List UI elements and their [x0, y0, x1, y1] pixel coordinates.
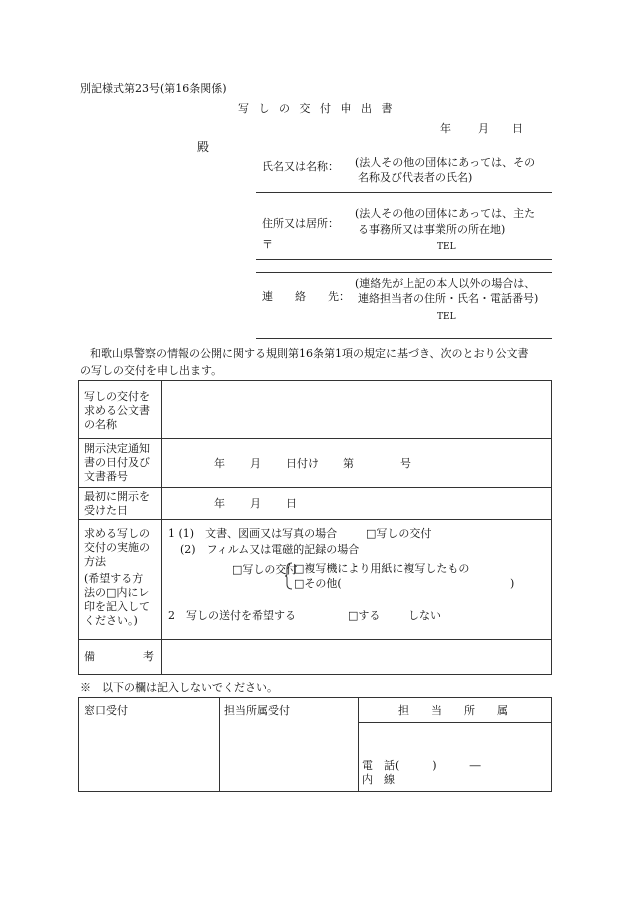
row4-sub2-close: ): [510, 577, 515, 590]
row4-item1-copy-checkbox[interactable]: □写しの交付: [366, 527, 432, 540]
row2-dai: 第: [343, 457, 354, 470]
contact-tel: TEL: [437, 312, 456, 322]
row3-day: 日: [286, 497, 297, 510]
remarks-label-1: 備: [84, 650, 95, 663]
row4-label-4: (希望する方: [84, 572, 144, 585]
row4-label-7: ください。): [84, 614, 138, 627]
extension-line: 内 線: [362, 773, 395, 786]
postal-mark: 〒: [262, 238, 273, 251]
table-row-divider-1: [78, 438, 552, 439]
name-note-2: 名称及び代表者の氏名): [358, 171, 473, 184]
date-day: 日: [512, 122, 523, 135]
office-col3-divider: [358, 722, 552, 723]
address-underline: [256, 259, 552, 260]
row1-label-1: 写しの交付を: [84, 390, 150, 403]
row1-label-2: 求める公文書: [84, 404, 150, 417]
row4-sub2-checkbox[interactable]: □その他(: [294, 577, 342, 590]
table-label-divider: [161, 380, 162, 675]
row1-label-3: の名称: [84, 418, 117, 431]
phone-line: 電 話( ) ―: [362, 759, 481, 772]
form-title: 写 し の 交 付 申 出 書: [238, 102, 396, 115]
contact-note-2: 連絡担当者の住所・氏名・電話番号): [358, 292, 539, 305]
table-row-divider-2: [78, 487, 552, 488]
row3-label-2: 受けた日: [84, 504, 128, 517]
address-label: 住所又は居所：: [262, 217, 339, 230]
row4-item3: 2 写しの送付を希望する: [168, 609, 296, 622]
table-row-divider-4: [78, 639, 552, 640]
table-row-divider-3: [78, 519, 552, 520]
addressee-suffix: 殿: [197, 140, 210, 154]
name-note-1: (法人その他の団体にあっては、その: [355, 156, 536, 169]
contact-underline: [256, 338, 552, 339]
intro-line-1: 和歌山県警察の情報の公開に関する規則第16条第1項の規定に基づき、次のとおり公文書: [90, 347, 529, 360]
brace-bracket: [285, 562, 293, 590]
contact-note-1: (連絡先が上記の本人以外の場合は、: [355, 277, 536, 290]
address-note-1: (法人その他の団体にあっては、主た: [355, 207, 536, 220]
contact-label: 連 絡 先：: [262, 290, 350, 303]
row4-item2: (2) フィルム又は電磁的記録の場合: [180, 543, 360, 556]
date-month: 月: [478, 122, 489, 135]
window-reception-label: 窓口受付: [84, 704, 128, 717]
row4-copy-checkbox[interactable]: □写しの交付: [232, 563, 298, 576]
row4-send-yes-checkbox[interactable]: □する: [348, 609, 381, 622]
department-reception-label: 担当所属受付: [224, 704, 290, 717]
row4-label-3: 方法: [84, 555, 106, 568]
contact-top-rule: [256, 272, 552, 273]
document-name-field[interactable]: [163, 382, 549, 436]
intro-line-2: の写しの交付を申し出ます。: [80, 364, 223, 377]
row4-label-1: 求める写しの: [84, 527, 150, 540]
row3-year: 年: [214, 497, 225, 510]
name-underline: [256, 192, 552, 193]
address-note-2: る事務所又は事業所の所在地): [358, 223, 506, 236]
row2-year: 年: [214, 457, 225, 470]
row3-label-1: 最初に開示を: [84, 490, 150, 503]
row4-send-no[interactable]: しない: [408, 609, 441, 622]
row4-label-5: 法の□内にレ: [84, 586, 150, 599]
row4-sub1-checkbox[interactable]: □複写機により用紙に複写したもの: [294, 562, 470, 575]
row4-item1: 1 (1) 文書、図画又は写真の場合: [168, 527, 338, 540]
row4-label-2: 交付の実施の: [84, 541, 150, 554]
row2-month: 月: [250, 457, 261, 470]
remarks-label-2: 考: [143, 650, 154, 663]
row2-dated: 日付け: [286, 457, 319, 470]
row2-label-1: 開示決定通知: [84, 442, 150, 455]
row2-go: 号: [400, 457, 411, 470]
address-tel: TEL: [437, 242, 456, 252]
footer-note: ※ 以下の欄は記入しないでください。: [80, 681, 278, 694]
row2-label-2: 書の日付及び: [84, 456, 150, 469]
name-label: 氏名又は名称：: [262, 160, 339, 173]
office-divider-1: [219, 697, 220, 792]
date-year: 年: [440, 122, 451, 135]
row2-label-3: 文書番号: [84, 470, 128, 483]
row3-month: 月: [250, 497, 261, 510]
office-divider-2: [358, 697, 359, 792]
remarks-field[interactable]: [163, 641, 549, 673]
row4-label-6: 印を記入して: [84, 600, 150, 613]
form-id: 別記様式第23号(第16条関係): [80, 82, 227, 95]
department-header: 担 当 所 属: [398, 704, 508, 717]
